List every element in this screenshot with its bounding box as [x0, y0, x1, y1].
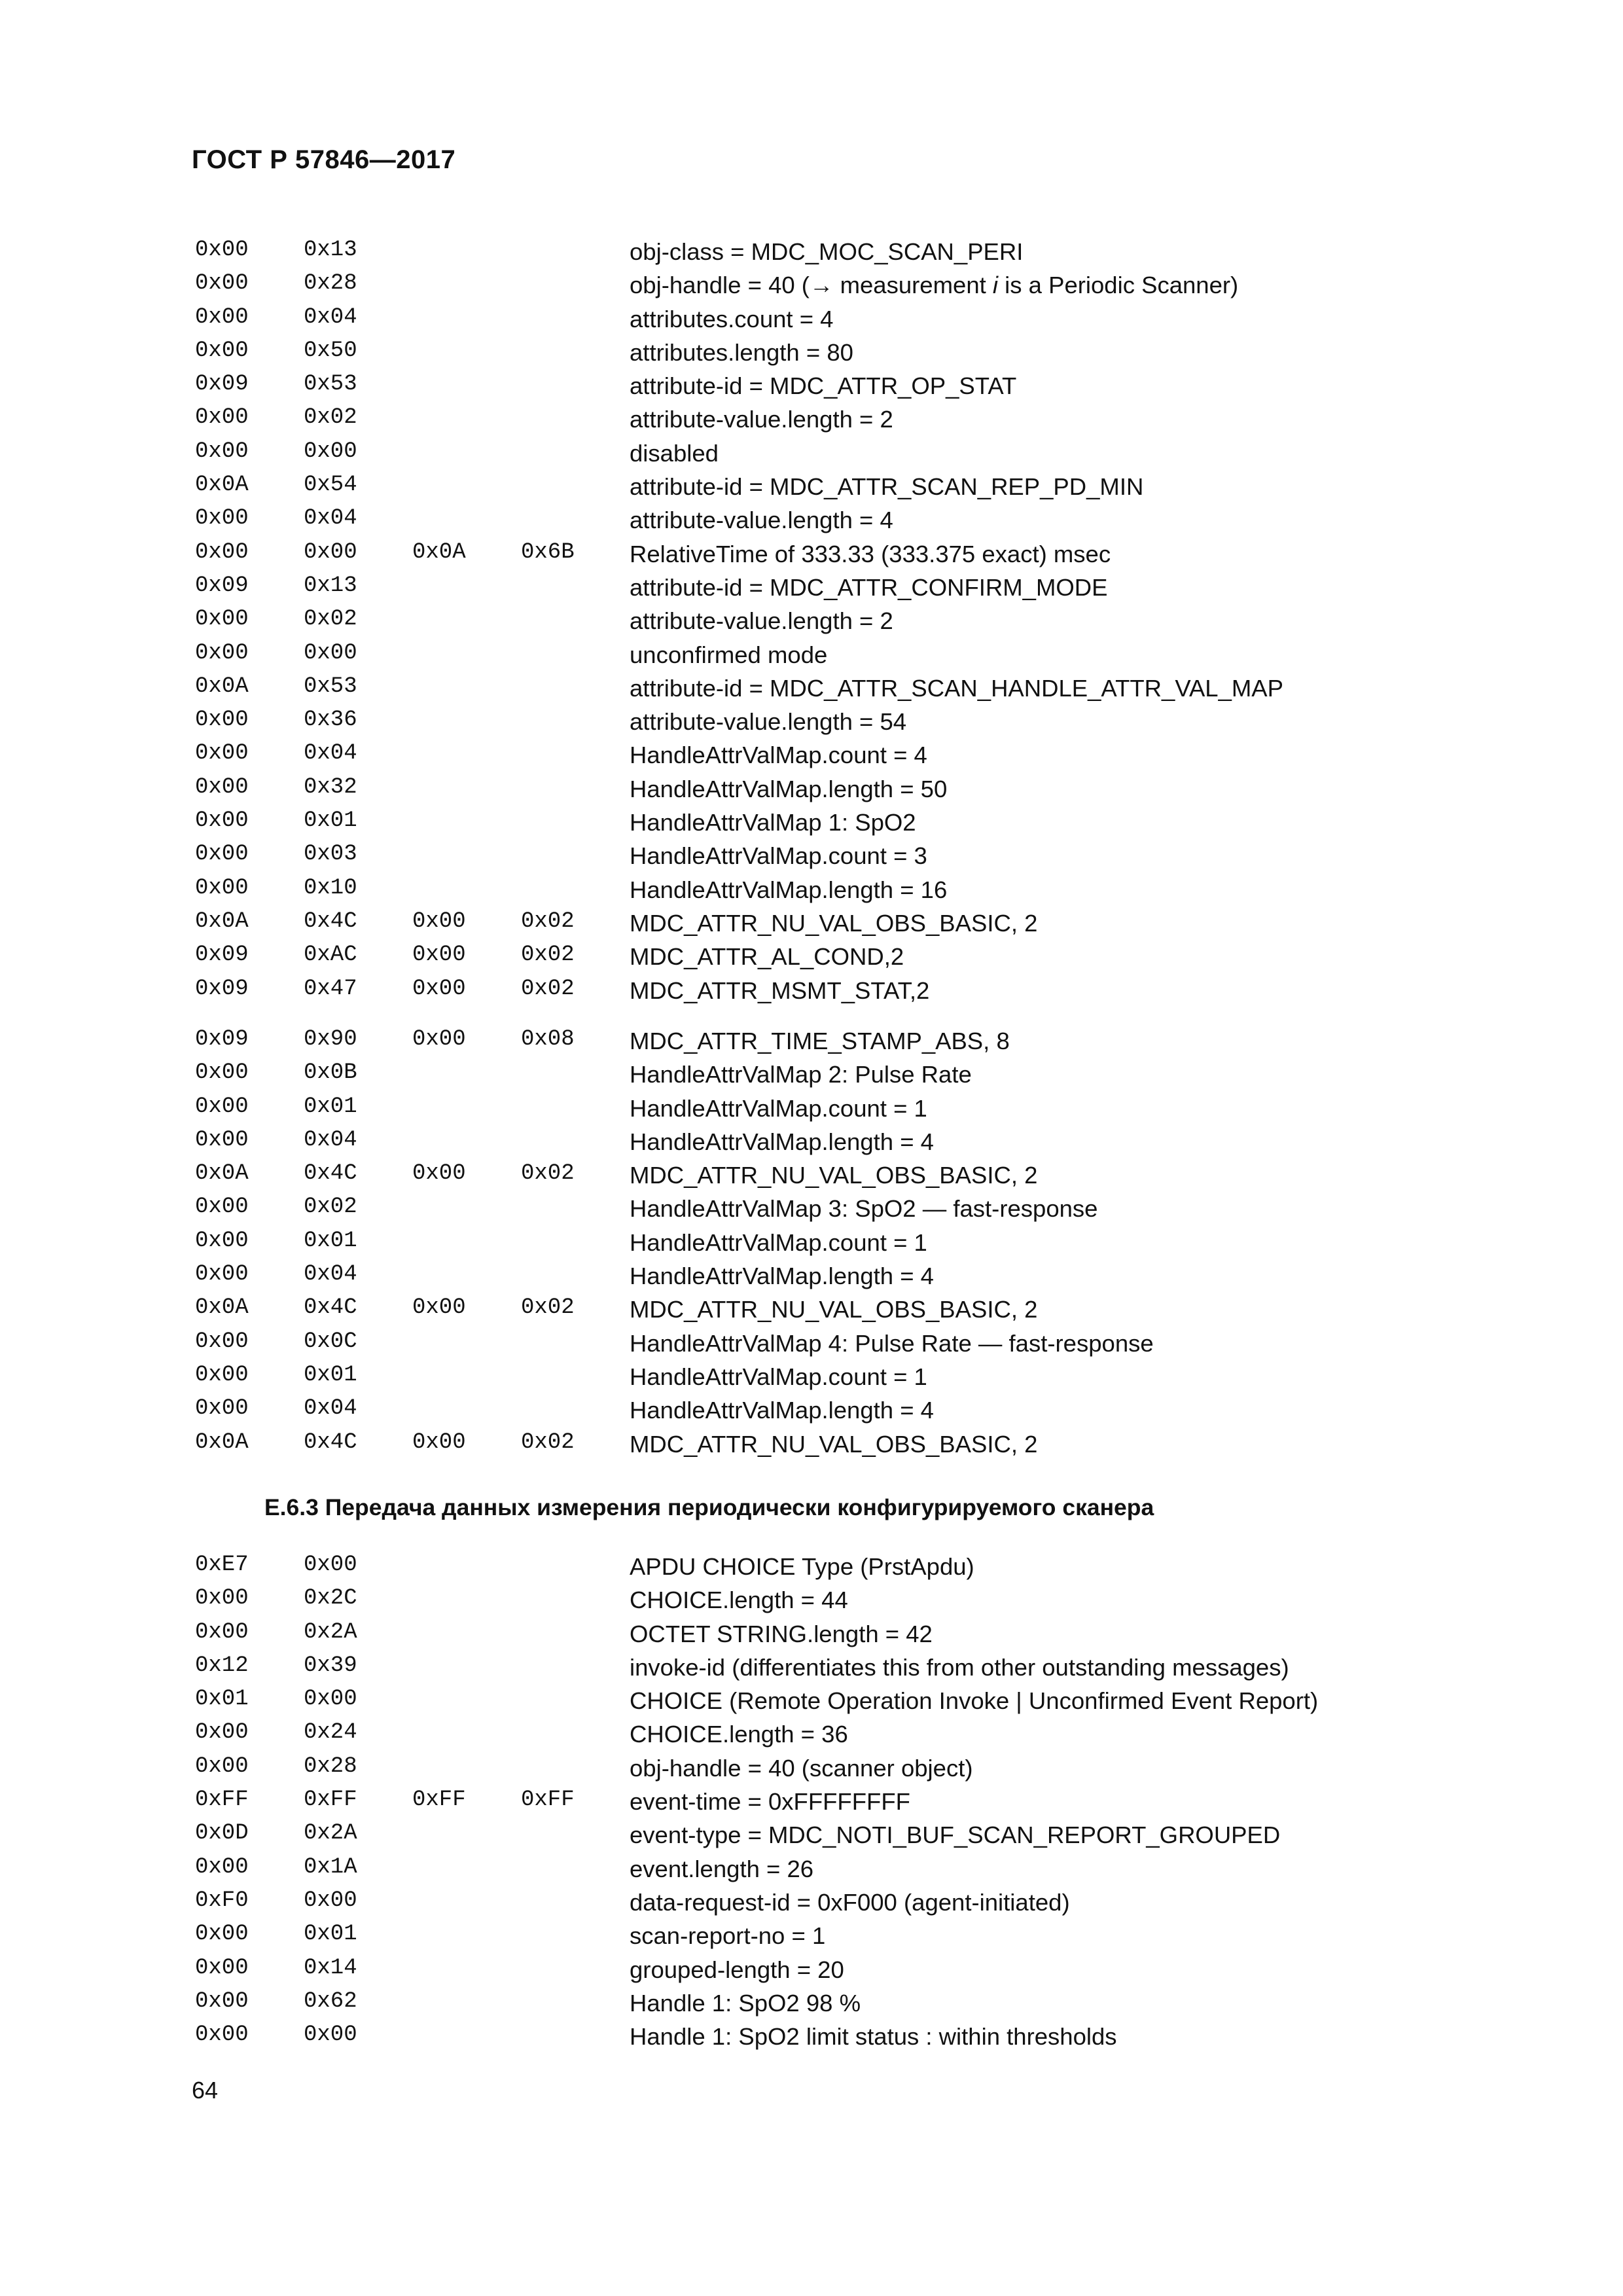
- table-row: [0, 2022, 1623, 2055]
- description-text: invoke-id (differentiates this from other outstanding messages): [630, 1653, 1289, 1681]
- hex-byte: 0x00: [195, 1922, 249, 1947]
- byte-description: [630, 440, 719, 467]
- hex-byte: 0x00: [195, 640, 249, 666]
- byte-description: [630, 608, 893, 634]
- description-text: HandleAttrValMap.count = 1: [630, 1363, 927, 1390]
- table-row: [0, 472, 1623, 505]
- hex-byte: 0x00: [412, 976, 466, 1001]
- description-text: HandleAttrValMap.length = 4: [630, 1263, 934, 1290]
- description-text: MDC_ATTR_NU_VAL_OBS_BASIC, 2: [630, 1430, 1038, 1458]
- table-row: [0, 774, 1623, 808]
- byte-description: [630, 843, 927, 869]
- hex-byte: 0x00: [195, 607, 249, 632]
- table-row: [0, 1955, 1623, 1988]
- byte-description: [630, 575, 1107, 601]
- table-row: [0, 1094, 1623, 1127]
- hex-byte: 0x00: [195, 741, 249, 766]
- byte-description: [630, 1028, 1010, 1054]
- byte-description: [630, 1196, 1097, 1222]
- hex-byte: 0x09: [195, 942, 249, 968]
- hex-byte: 0x62: [304, 1988, 357, 2014]
- table-row: [0, 304, 1623, 338]
- byte-description: [630, 1890, 1070, 1916]
- hex-byte: 0x14: [304, 1955, 357, 1981]
- byte-description: [630, 340, 853, 366]
- description-text: event.length = 26: [630, 1855, 814, 1882]
- hex-byte: 0x32: [304, 774, 357, 800]
- table-row: [0, 1753, 1623, 1787]
- hex-byte: 0x0D: [195, 1821, 249, 1846]
- hex-byte: 0xFF: [412, 1787, 466, 1813]
- hex-byte: 0xAC: [304, 942, 357, 968]
- description-text: data-request-id = 0xF000 (agent-initiated): [630, 1888, 1070, 1916]
- description-italic: i: [992, 272, 999, 299]
- hex-byte: 0x36: [304, 708, 357, 733]
- hex-byte: 0x0A: [195, 673, 249, 699]
- hex-byte: 0x00: [195, 708, 249, 733]
- description-text: attributes.length = 80: [630, 338, 853, 366]
- hex-byte: 0x00: [412, 1027, 466, 1052]
- hex-byte: 0x00: [304, 2022, 357, 2048]
- description-text: attribute-id = MDC_ATTR_CONFIRM_MODE: [630, 573, 1108, 601]
- hex-byte: 0x4C: [304, 1429, 357, 1455]
- description-text: event-time = 0xFFFFFFFF: [630, 1788, 910, 1816]
- hex-byte: 0x02: [521, 942, 575, 968]
- table-row: [0, 640, 1623, 673]
- description-text: grouped-length = 20: [630, 1956, 844, 1983]
- hex-byte: 0x1A: [304, 1854, 357, 1880]
- table-row: [0, 1552, 1623, 1585]
- description-text: HandleAttrValMap.count = 1: [630, 1094, 927, 1122]
- hex-byte: 0x00: [304, 640, 357, 666]
- hex-byte: 0x24: [304, 1720, 357, 1746]
- table-row: [0, 1194, 1623, 1227]
- hex-byte: 0x00: [195, 1127, 249, 1153]
- description-text: attribute-id = MDC_ATTR_SCAN_HANDLE_ATTR_VAL_MAP: [630, 674, 1283, 702]
- byte-description: [630, 239, 1023, 265]
- byte-description: [630, 1621, 933, 1647]
- hex-byte: 0x00: [195, 1988, 249, 2014]
- hex-byte: 0x0A: [195, 473, 249, 498]
- hex-byte: 0x00: [195, 271, 249, 296]
- table-row: [0, 808, 1623, 841]
- hex-byte: 0x02: [304, 405, 357, 431]
- description-text: MDC_ATTR_NU_VAL_OBS_BASIC, 2: [630, 1162, 1038, 1189]
- hex-byte: 0x0A: [195, 908, 249, 934]
- byte-description: [630, 877, 947, 903]
- hex-byte: 0x09: [195, 1027, 249, 1052]
- byte-description: [630, 1688, 1318, 1714]
- hex-byte: 0x01: [304, 1362, 357, 1388]
- byte-description: [630, 1587, 848, 1613]
- description-text: HandleAttrValMap 1: SpO2: [630, 809, 916, 836]
- description-text: HandleAttrValMap.length = 50: [630, 775, 948, 802]
- table-row: [0, 976, 1623, 1009]
- hex-byte: 0x01: [195, 1687, 249, 1712]
- description-text: HandleAttrValMap.count = 3: [630, 842, 927, 870]
- description-text: CHOICE.length = 36: [630, 1721, 848, 1748]
- table-row: [0, 371, 1623, 404]
- hex-byte: 0x04: [304, 304, 357, 330]
- byte-description: [630, 1162, 1037, 1189]
- description-text: HandleAttrValMap 4: Pulse Rate — fast-response: [630, 1329, 1154, 1357]
- table-row: [0, 1127, 1623, 1160]
- hex-byte: 0x90: [304, 1027, 357, 1052]
- hex-byte: 0x00: [195, 405, 249, 431]
- hex-byte: 0x02: [521, 976, 575, 1001]
- page-number: 64: [192, 2077, 219, 2104]
- hex-byte: 0x00: [412, 1429, 466, 1455]
- hex-byte: 0xE7: [195, 1552, 249, 1577]
- hex-byte: 0x13: [304, 238, 357, 262]
- description-text: Handle 1: SpO2 limit status : within thresholds: [630, 2023, 1117, 2051]
- table-row: [0, 1160, 1623, 1194]
- table-row: [0, 1988, 1623, 2022]
- description-text: HandleAttrValMap.length = 4: [630, 1397, 934, 1424]
- hex-byte: 0x00: [412, 1161, 466, 1187]
- byte-description: [630, 541, 1111, 567]
- hex-byte: 0x00: [195, 539, 249, 565]
- hex-byte: 0x50: [304, 338, 357, 363]
- hex-table-2: [0, 1026, 1623, 1463]
- hex-byte: 0x00: [195, 338, 249, 363]
- hex-byte: 0x00: [195, 1854, 249, 1880]
- hex-byte: 0x00: [195, 1194, 249, 1220]
- hex-byte: 0x00: [195, 1262, 249, 1287]
- table-row: [0, 573, 1623, 606]
- hex-byte: 0x6B: [521, 539, 575, 565]
- hex-byte: 0x00: [304, 1687, 357, 1712]
- hex-byte: 0xFF: [521, 1787, 575, 1813]
- hex-byte: 0x39: [304, 1653, 357, 1678]
- byte-description: [630, 1297, 1037, 1323]
- byte-description: [630, 1957, 844, 1983]
- table-row: [0, 1585, 1623, 1619]
- description-text: HandleAttrValMap 3: SpO2 — fast-response: [630, 1195, 1098, 1223]
- hex-byte: 0x00: [195, 1228, 249, 1253]
- hex-byte: 0x00: [195, 1094, 249, 1119]
- document-header: ГОСТ Р 57846—2017: [192, 145, 456, 174]
- description-text: Handle 1: SpO2 98 %: [630, 1989, 861, 2017]
- hex-byte: 0x02: [521, 1161, 575, 1187]
- byte-description: [630, 1331, 1154, 1357]
- hex-byte: 0x00: [195, 1329, 249, 1354]
- byte-description: [630, 1655, 1289, 1681]
- description-text: attribute-value.length = 2: [630, 406, 893, 433]
- table-row: [0, 673, 1623, 707]
- byte-description: [630, 1397, 934, 1424]
- description-text: obj-handle = 40 (scanner object): [630, 1754, 973, 1782]
- hex-byte: 0x13: [304, 573, 357, 598]
- description-text: CHOICE (Remote Operation Invoke | Unconfirmed Event Report): [630, 1687, 1319, 1715]
- hex-byte: 0x02: [521, 908, 575, 934]
- hex-byte: 0x01: [304, 1094, 357, 1119]
- byte-description: [630, 1062, 972, 1088]
- byte-description: [630, 1789, 910, 1815]
- hex-byte: 0x54: [304, 473, 357, 498]
- table-row: [0, 707, 1623, 740]
- description-text: attribute-value.length = 2: [630, 607, 893, 635]
- table-row: [0, 1921, 1623, 1954]
- hex-byte: 0x00: [195, 1362, 249, 1388]
- table-row: [0, 1060, 1623, 1093]
- hex-byte: 0x04: [304, 1396, 357, 1422]
- byte-description: [630, 1364, 927, 1390]
- hex-byte: 0x02: [521, 1295, 575, 1321]
- table-row: [0, 1228, 1623, 1261]
- byte-description: [630, 776, 947, 802]
- hex-byte: 0x02: [304, 607, 357, 632]
- hex-byte: 0x00: [412, 908, 466, 934]
- hex-byte: 0x00: [195, 304, 249, 330]
- byte-description: [630, 910, 1037, 937]
- description-text: MDC_ATTR_TIME_STAMP_ABS, 8: [630, 1028, 1010, 1054]
- table-row: [0, 1026, 1623, 1060]
- byte-description: [630, 406, 893, 433]
- byte-description: [630, 1721, 848, 1748]
- hex-byte: 0x09: [195, 976, 249, 1001]
- description-text: attribute-id = MDC_ATTR_SCAN_REP_PD_MIN: [630, 473, 1144, 501]
- hex-table-3: [0, 1552, 1623, 2055]
- byte-description: [630, 1230, 927, 1256]
- hex-byte: 0x00: [195, 842, 249, 867]
- hex-byte: 0x00: [412, 1295, 466, 1321]
- hex-byte: 0x00: [195, 1619, 249, 1645]
- table-row: [0, 1395, 1623, 1429]
- description-text: MDC_ATTR_AL_COND,2: [630, 943, 904, 971]
- hex-byte: 0x00: [195, 875, 249, 901]
- table-row: [0, 439, 1623, 472]
- byte-description: [630, 1129, 934, 1155]
- table-row: [0, 539, 1623, 573]
- byte-description: [630, 507, 893, 533]
- table-row: [0, 1295, 1623, 1328]
- hex-byte: 0x00: [195, 506, 249, 531]
- hex-byte: 0xF0: [195, 1888, 249, 1913]
- table-row: [0, 606, 1623, 639]
- hex-byte: 0x04: [304, 1127, 357, 1153]
- hex-byte: 0x00: [195, 1396, 249, 1422]
- hex-byte: 0x47: [304, 976, 357, 1001]
- hex-byte: 0x00: [304, 1888, 357, 1913]
- description-text: OCTET STRING.length = 42: [630, 1620, 933, 1647]
- byte-description: [630, 1431, 1037, 1458]
- byte-description: [630, 373, 1016, 399]
- table-row: [0, 908, 1623, 942]
- hex-byte: 0x00: [195, 774, 249, 800]
- hex-byte: 0x2A: [304, 1619, 357, 1645]
- description-text: MDC_ATTR_NU_VAL_OBS_BASIC, 2: [630, 909, 1038, 937]
- hex-byte: 0x4C: [304, 1295, 357, 1321]
- description-text: HandleAttrValMap 2: Pulse Rate: [630, 1061, 972, 1088]
- hex-byte: 0x00: [195, 238, 249, 262]
- description-text: MDC_ATTR_NU_VAL_OBS_BASIC, 2: [630, 1296, 1038, 1323]
- byte-description: [630, 1554, 974, 1580]
- description-text: scan-report-no = 1: [630, 1922, 826, 1950]
- table-row: [0, 237, 1623, 270]
- description-text: attribute-value.length = 4: [630, 507, 893, 534]
- hex-byte: 0x09: [195, 372, 249, 397]
- byte-description: [630, 306, 833, 332]
- table-row: [0, 1787, 1623, 1820]
- table-row: [0, 505, 1623, 539]
- description-text: obj-handle = 40 (→ measurement: [630, 272, 993, 299]
- description-text: RelativeTime of 333.33 (333.375 exact) msec: [630, 540, 1111, 567]
- byte-description: [630, 642, 827, 668]
- description-text: attributes.count = 4: [630, 305, 834, 332]
- hex-byte: 0x00: [304, 539, 357, 565]
- hex-byte: 0x12: [195, 1653, 249, 1678]
- table-row: [0, 740, 1623, 774]
- hex-byte: 0x00: [195, 1955, 249, 1981]
- table-row: [0, 1329, 1623, 1362]
- table-row: [0, 841, 1623, 874]
- hex-byte: 0x2C: [304, 1586, 357, 1611]
- hex-byte: 0x00: [195, 1720, 249, 1746]
- hex-byte: 0x28: [304, 271, 357, 296]
- hex-byte: 0x00: [304, 439, 357, 464]
- description-text: attribute-value.length = 54: [630, 708, 907, 736]
- table-row: [0, 1820, 1623, 1854]
- table-row: [0, 875, 1623, 908]
- table-row: [0, 1888, 1623, 1921]
- hex-byte: 0x02: [304, 1194, 357, 1220]
- hex-byte: 0x03: [304, 842, 357, 867]
- byte-description: [630, 272, 1238, 298]
- hex-byte: 0x53: [304, 372, 357, 397]
- table-row: [0, 270, 1623, 304]
- hex-byte: 0x04: [304, 506, 357, 531]
- table-row: [0, 1686, 1623, 1719]
- description-text: CHOICE.length = 44: [630, 1587, 848, 1614]
- table-row: [0, 1719, 1623, 1753]
- hex-byte: 0x08: [521, 1027, 575, 1052]
- hex-byte: 0x00: [195, 1753, 249, 1779]
- byte-description: [630, 944, 904, 970]
- hex-byte: 0x0A: [412, 539, 466, 565]
- description-text: APDU CHOICE Type (PrstApdu): [630, 1553, 974, 1580]
- hex-byte: 0x00: [195, 1060, 249, 1086]
- hex-byte: 0x01: [304, 1922, 357, 1947]
- byte-description: [630, 675, 1283, 702]
- byte-description: [630, 474, 1143, 500]
- table-row: [0, 1653, 1623, 1686]
- hex-byte: 0x4C: [304, 1161, 357, 1187]
- hex-byte: 0x00: [195, 2022, 249, 2048]
- hex-table-1: [0, 237, 1623, 1009]
- table-row: [0, 338, 1623, 371]
- byte-description: [630, 1923, 825, 1949]
- table-row: [0, 1429, 1623, 1463]
- table-row: [0, 942, 1623, 975]
- hex-byte: 0x04: [304, 741, 357, 766]
- hex-byte: 0x04: [304, 1262, 357, 1287]
- description-text: HandleAttrValMap.count = 1: [630, 1229, 927, 1256]
- table-row: [0, 1362, 1623, 1395]
- hex-byte: 0x00: [304, 1552, 357, 1577]
- byte-description: [630, 1263, 934, 1289]
- hex-byte: 0x00: [195, 439, 249, 464]
- byte-description: [630, 1755, 973, 1782]
- hex-byte: 0x0A: [195, 1161, 249, 1187]
- table-row: [0, 1261, 1623, 1295]
- description-text: disabled: [630, 439, 719, 467]
- hex-byte: 0x0A: [195, 1295, 249, 1321]
- description-text: MDC_ATTR_MSMT_STAT,2: [630, 977, 930, 1004]
- hex-byte: 0xFF: [195, 1787, 249, 1813]
- description-text: attribute-id = MDC_ATTR_OP_STAT: [630, 372, 1017, 400]
- byte-description: [630, 1990, 861, 2017]
- description-text: obj-class = MDC_MOC_SCAN_PERI: [630, 238, 1024, 265]
- hex-byte: 0x02: [521, 1429, 575, 1455]
- byte-description: [630, 742, 927, 768]
- description-text-tail: is a Periodic Scanner): [998, 272, 1239, 299]
- byte-description: [630, 1096, 927, 1122]
- hex-byte: 0x53: [304, 673, 357, 699]
- section-title: Е.6.3 Передача данных измерения периодически конфигурируемого сканера: [264, 1494, 1154, 1520]
- description-text: HandleAttrValMap.length = 16: [630, 876, 948, 903]
- byte-description: [630, 978, 929, 1004]
- hex-byte: 0x00: [195, 1586, 249, 1611]
- hex-byte: 0x2A: [304, 1821, 357, 1846]
- hex-byte: 0x01: [304, 808, 357, 834]
- byte-description: [630, 810, 916, 836]
- hex-byte: 0x01: [304, 1228, 357, 1253]
- hex-byte: 0x00: [195, 808, 249, 834]
- hex-byte: 0x10: [304, 875, 357, 901]
- description-text: unconfirmed mode: [630, 641, 828, 668]
- hex-byte: 0x00: [412, 942, 466, 968]
- table-row: [0, 1854, 1623, 1888]
- hex-byte: 0x0A: [195, 1429, 249, 1455]
- hex-byte: 0xFF: [304, 1787, 357, 1813]
- hex-byte: 0x0B: [304, 1060, 357, 1086]
- byte-description: [630, 709, 906, 735]
- byte-description: [630, 2024, 1117, 2050]
- hex-byte: 0x0C: [304, 1329, 357, 1354]
- hex-byte: 0x09: [195, 573, 249, 598]
- byte-description: [630, 1822, 1280, 1848]
- table-row: [0, 404, 1623, 438]
- table-row: [0, 1619, 1623, 1653]
- byte-description: [630, 1856, 813, 1882]
- description-text: HandleAttrValMap.length = 4: [630, 1128, 934, 1155]
- description-text: event-type = MDC_NOTI_BUF_SCAN_REPORT_GROUPED: [630, 1821, 1281, 1849]
- hex-byte: 0x28: [304, 1753, 357, 1779]
- hex-byte: 0x4C: [304, 908, 357, 934]
- description-text: HandleAttrValMap.count = 4: [630, 742, 927, 769]
